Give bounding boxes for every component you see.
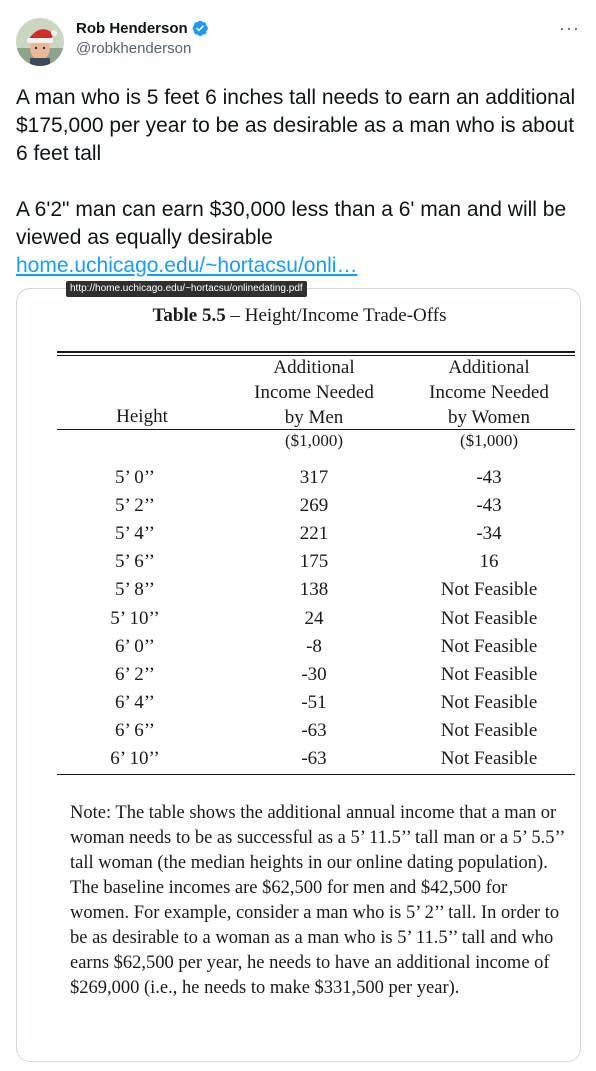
more-options-icon[interactable]: ··· [559,18,580,38]
table-title [17,305,581,327]
cell-women: 16 [479,551,499,573]
header-women-2: Income Needed [429,382,549,403]
cell-men: 175 [299,551,329,573]
header-men-3: by Men [284,407,344,428]
cell-men: -8 [306,635,322,657]
url-tooltip: http://home.uchicago.edu/~hortacsu/onlinedating.pdf [66,281,307,297]
cell-women: -43 [476,495,502,517]
cell-height: 5’ 2’’ [115,495,155,517]
tweet-link[interactable]: home.uchicago.edu/~hortacsu/onli… [16,254,358,277]
header-men-2: Income Needed [254,382,374,403]
table-note: Note: The table shows the additional annual income that a man or woman needs to be as successful as a 5’ 11.5’’ tall man or a 5’ 5.5’’ tall woman (the median heights in our online dating population). The baseline incomes are $62,500 for men and $42,500 for women. For example, consider a man who is 5’ 2’’ tall. In order to be as desirable to a woman as a man who is 5’ 11.5’’ tall and who earns $62,500 per year, he needs to have an additional income of $269,000 (i.e., he needs to make $331,500 per year). [70,803,565,998]
cell-height: 6’ 2’’ [115,663,155,685]
cell-men: -30 [301,663,327,685]
cell-women: Not Feasible [440,635,538,657]
cell-women: Not Feasible [440,607,538,629]
cell-height: 5’ 10’’ [110,607,160,629]
cell-height: 6’ 0’’ [115,635,155,657]
cell-height: 5’ 4’’ [115,523,155,545]
table-title-rest: – Height/Income Trade-Offs [225,305,447,326]
cell-women: -43 [476,467,502,488]
table-bottom-rule [57,774,575,775]
cell-height: 6’ 4’’ [115,691,155,713]
tweet-text [16,84,582,280]
cell-women: Not Feasible [440,663,538,685]
verified-badge-icon [191,19,209,37]
cell-height: 6’ 10’’ [110,748,160,769]
tweet-paragraph-2-text: A 6'2" man can earn $30,000 less than a 6' man and will be viewed as equally desirable [16,198,567,249]
cell-women: Not Feasible [440,691,538,713]
display-name[interactable]: Rob Henderson [76,19,188,37]
cell-men: 138 [299,579,329,601]
cell-height: 6’ 6’’ [115,719,155,741]
avatar-santa-hat-icon [16,18,64,66]
cell-height: 5’ 8’’ [115,579,155,601]
cell-men: -63 [301,719,327,741]
cell-height: 5’ 0’’ [115,467,155,488]
cell-women: -34 [476,523,502,545]
header-women-3: by Women [447,407,531,428]
header-women-unit: ($1,000) [459,431,519,450]
document-image [17,289,581,1062]
table-title-bold: Table 5.5 [152,305,226,326]
cell-men: 24 [304,607,324,629]
header-height: Height [116,406,168,427]
author-name-row[interactable] [76,19,209,37]
cell-height: 5’ 6’’ [115,551,155,573]
cell-men: -63 [301,748,327,769]
tweet-paragraph-1: A man who is 5 feet 6 inches tall needs to earn an additional $175,000 per year to be as desirable as a man who is about 6 feet tall [16,86,576,165]
cell-women: Not Feasible [440,719,538,741]
cell-men: 221 [299,523,329,545]
avatar[interactable] [16,18,64,66]
header-men-unit: ($1,000) [284,431,344,450]
cell-women: Not Feasible [440,748,538,769]
author-handle[interactable]: @robkhenderson [76,40,192,57]
header-women-1: Additional [448,357,530,378]
media-card[interactable] [16,288,581,1062]
cell-women: Not Feasible [440,579,538,601]
cell-men: 317 [299,467,329,488]
tweet-paragraph-2 [16,196,582,252]
header-men-1: Additional [273,357,355,378]
tweet-header [0,0,596,80]
cell-men: 269 [299,495,329,517]
table-top-rule [57,351,575,353]
cell-men: -51 [301,691,327,713]
header-rule [57,429,575,430]
